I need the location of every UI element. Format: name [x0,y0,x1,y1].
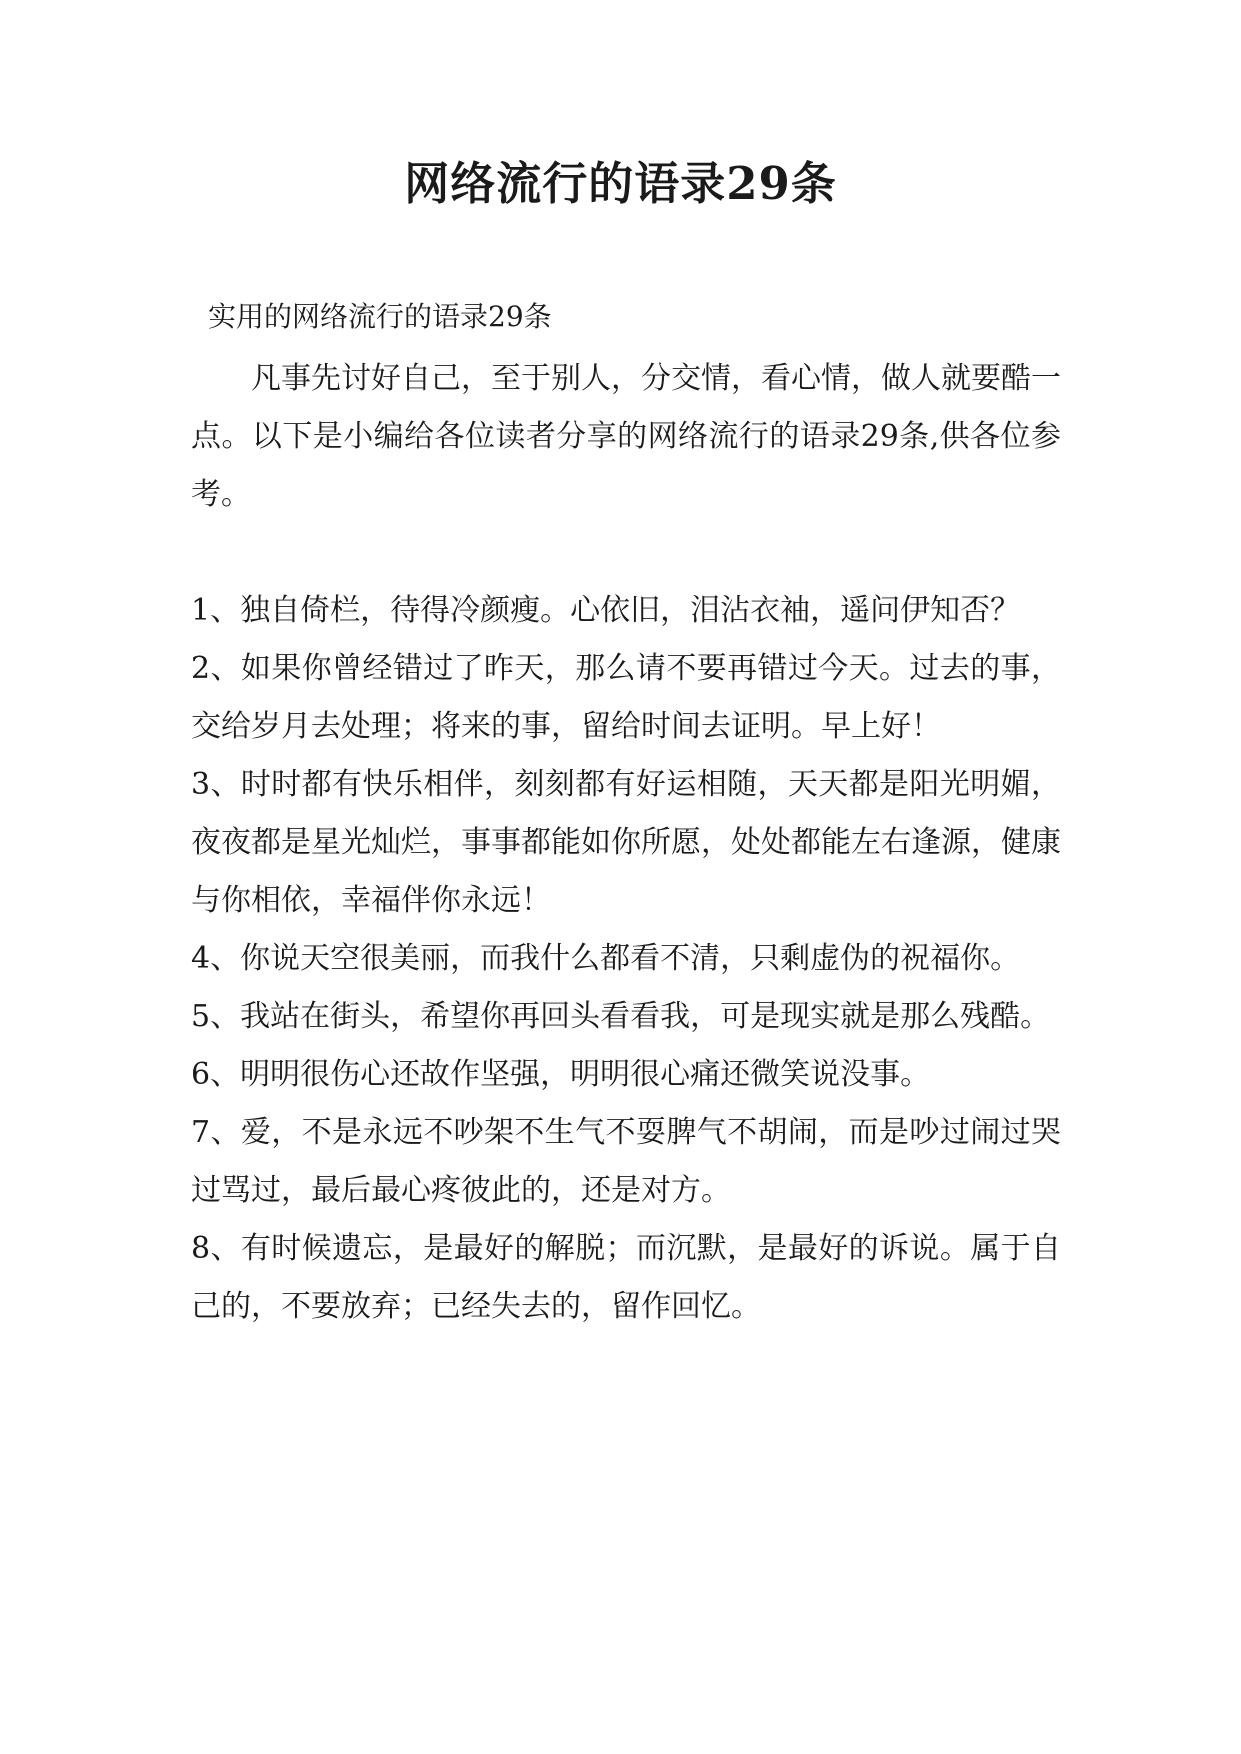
quote-item-1: 1、独自倚栏，待得冷颜瘦。心依旧，泪沾衣袖，遥问伊知否？ [191,593,1021,628]
quote-item-2: 2、如果你曾经错过了昨天，那么请不要再错过今天。过去的事，交给岁月去处理；将来的事，留给时间去证明。早上好！ [191,651,1061,744]
document-title: 网络流行的语录29条 [404,157,837,210]
intro-paragraph: 凡事先讨好自己，至于别人，分交情，看心情，做人就要酷一点。以下是小编给各位读者分享的网络流行的语录29条,供各位参考。 [191,361,1061,512]
quote-item-8: 8、有时候遗忘，是最好的解脱；而沉默，是最好的诉说。属于自己的，不要放弃；已经失去的，留作回忆。 [191,1231,1061,1324]
quote-item-6: 6、明明很伤心还故作坚强，明明很心痛还微笑说没事。 [191,1057,931,1092]
document-subtitle: 实用的网络流行的语录29条 [208,300,552,333]
quote-item-5: 5、我站在街头，希望你再回头看看我，可是现实就是那么残酷。 [191,999,1051,1034]
quote-item-4: 4、你说天空很美丽，而我什么都看不清，只剩虚伪的祝福你。 [191,941,1021,976]
quote-list [191,582,1061,1336]
quote-item-3: 3、时时都有快乐相伴，刻刻都有好运相随，天天都是阳光明媚，夜夜都是星光灿烂，事事都能如你所愿，处处都能左右逢源，健康与你相依，幸福伴你永远！ [191,767,1061,918]
quote-item-7: 7、爱，不是永远不吵架不生气不耍脾气不胡闹，而是吵过闹过哭过骂过，最后最心疼彼此的，还是对方。 [191,1115,1061,1208]
